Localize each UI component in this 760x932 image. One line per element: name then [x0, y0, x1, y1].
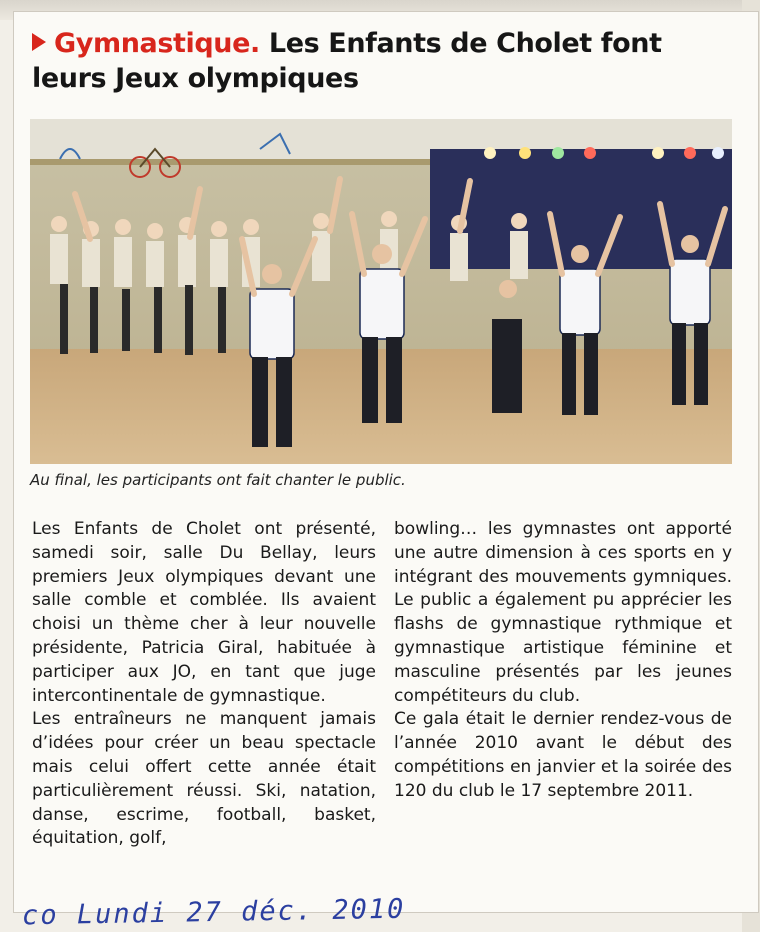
article-column-2 [394, 518, 732, 804]
article-title: Les Enfants de Cholet font leurs Jeux olympiques [32, 28, 662, 94]
photo-caption: Au final, les participants ont fait chanter le public. [30, 471, 406, 489]
article-photo [30, 119, 732, 464]
body-paragraph: Les Enfants de Cholet ont présenté, samedi soir, salle Du Bellay, leurs premiers Jeux olympiques devant une salle comble et comblée. Ils avaient choisi un thème cher à leur nouvelle présidente, Patricia Giral, habituée à participer aux JO, en tant que juge intercontinentale de gymnastique. [32, 519, 376, 706]
article-kicker: Gymnastique. [54, 28, 260, 59]
red-arrow-icon [32, 33, 46, 51]
body-paragraph: Les entraîneurs ne manquent jamais d’idées pour créer un beau spectacle mais celui offert cette année était particulièrement réussi. Ski, natation, danse, escrime, football, basket, équitation, golf, [32, 709, 376, 849]
body-paragraph: Ce gala était le dernier rendez-vous de l’année 2010 avant le début des compétitions en janvier et la soirée des 120 du club le 17 septembre 2011. [394, 709, 732, 801]
handwritten-date-note: co Lundi 27 déc. 2010 [21, 893, 406, 932]
article-headline [32, 26, 722, 96]
body-paragraph: bowling… les gymnastes ont apporté une autre dimension à ces sports en y intégrant des mouvements gymniques. Le public a également pu apprécier les flashs de gymnastique rythmique et gymnastique artistique féminine et masculine présentés par les jeunes compétiteurs du club. [394, 519, 732, 706]
article-column-1 [32, 518, 376, 851]
